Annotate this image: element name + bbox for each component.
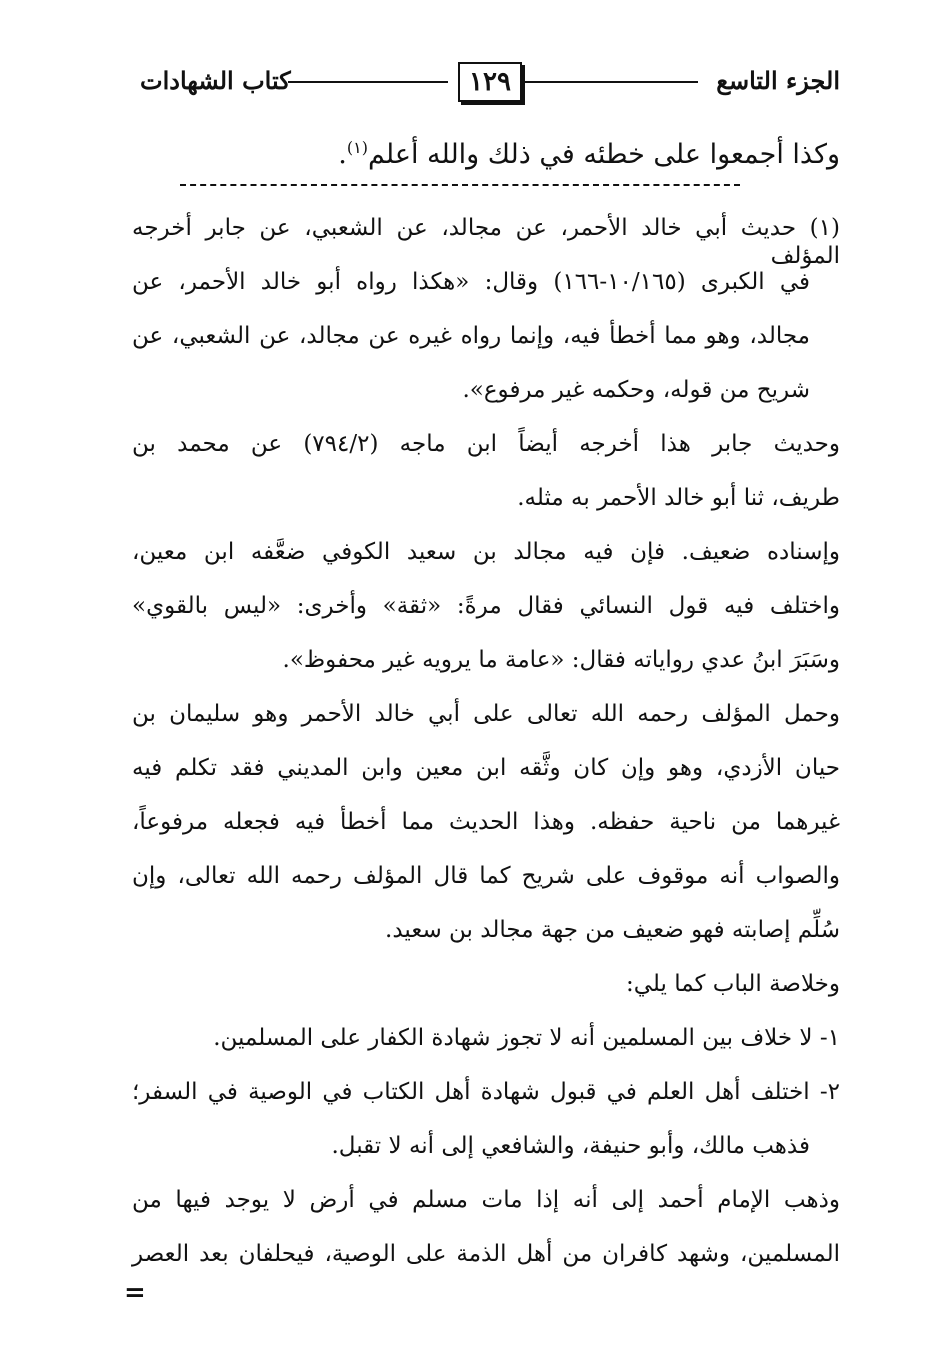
footnote-line-11: حيان الأزدي، وهو وإن كان وثَّقه ابن معين وابن المديني فقد تكلم فيه (132, 755, 840, 781)
list-item-2-continued: فذهب مالك، وأبو حنيفة، والشافعي إلى أنه لا تقبل. (331, 1133, 810, 1159)
volume-title: الجزء التاسع (716, 66, 840, 95)
book-title: كتاب الشهادات (140, 66, 291, 95)
footnote-line-6: طريف، ثنا أبو خالد الأحمر به مثله. (517, 485, 840, 511)
list-item-1: ١- لا خلاف بين المسلمين أنه لا تجوز شهادة الكفار على المسلمين. (213, 1025, 840, 1051)
footnote-line-9: وسَبَرَ ابنُ عدي رواياته فقال: «عامة ما يرويه غير محفوظ». (282, 647, 840, 673)
footnote-line-13: والصواب أنه موقوف على شريح كما قال المؤلف رحمه الله تعالى، وإن (132, 863, 840, 889)
list-item-2: ٢- اختلف أهل العلم في قبول شهادة أهل الكتاب في الوصية في السفر؛ (132, 1079, 840, 1105)
footnote-line-2: في الكبرى (١٠/١٦٥-١٦٦) وقال: «هكذا رواه أبو خالد الأحمر، عن (132, 269, 810, 295)
header-rule-left (288, 81, 448, 83)
footnote-line-8: واختلف فيه قول النسائي فقال مرةً: «ثقة» وأخرى: «ليس بالقوي» (132, 593, 840, 619)
footnote-line-12: غيرهما من ناحية حفظه. وهذا الحديث مما أخطأ فيه فجعله مرفوعاً، (132, 809, 840, 835)
footnote-reference: (١) (346, 138, 368, 157)
page-number: ١٢٩ (458, 62, 522, 102)
footnote-line-7: وإسناده ضعيف. فإن فيه مجالد بن سعيد الكوفي ضعَّفه ابن معين، (132, 539, 840, 565)
footnote-line-1: (١) حديث أبي خالد الأحمر، عن مجالد، عن الشعبي، عن جابر أخرجه المؤلف (132, 215, 840, 269)
main-text: وكذا أجمعوا على خطئه في ذلك والله أعلم (367, 139, 840, 170)
footnote-line-20: المسلمين، وشهد كافران من أهل الذمة على الوصية، فيحلفان بعد العصر (132, 1241, 840, 1267)
footnote-separator (180, 184, 740, 186)
footnote-line-5: وحديث جابر هذا أخرجه أيضاً ابن ماجه (٧٩٤/٢) عن محمد بن (132, 431, 840, 457)
continuation-mark: = (124, 1278, 146, 1308)
page-header (140, 62, 840, 102)
main-text-line (338, 138, 840, 170)
footnote-line-14: سُلِّم إصابته فهو ضعيف من جهة مجالد بن سعيد. (385, 917, 840, 943)
main-text-period: . (338, 139, 347, 170)
footnote-line-3: مجالد، وهو مما أخطأ فيه، وإنما رواه غيره عن مجالد، عن الشعبي، عن (132, 323, 810, 349)
footnote-line-19: وذهب الإمام أحمد إلى أنه إذا مات مسلم في أرض لا يوجد فيها من (132, 1187, 840, 1213)
footnote-line-10: وحمل المؤلف رحمه الله تعالى على أبي خالد الأحمر وهو سليمان بن (132, 701, 840, 727)
footnote-line-15: وخلاصة الباب كما يلي: (625, 971, 840, 997)
header-rule-right (516, 81, 698, 83)
footnote-line-4: شريح من قوله، وحكمه غير مرفوع». (462, 377, 810, 403)
